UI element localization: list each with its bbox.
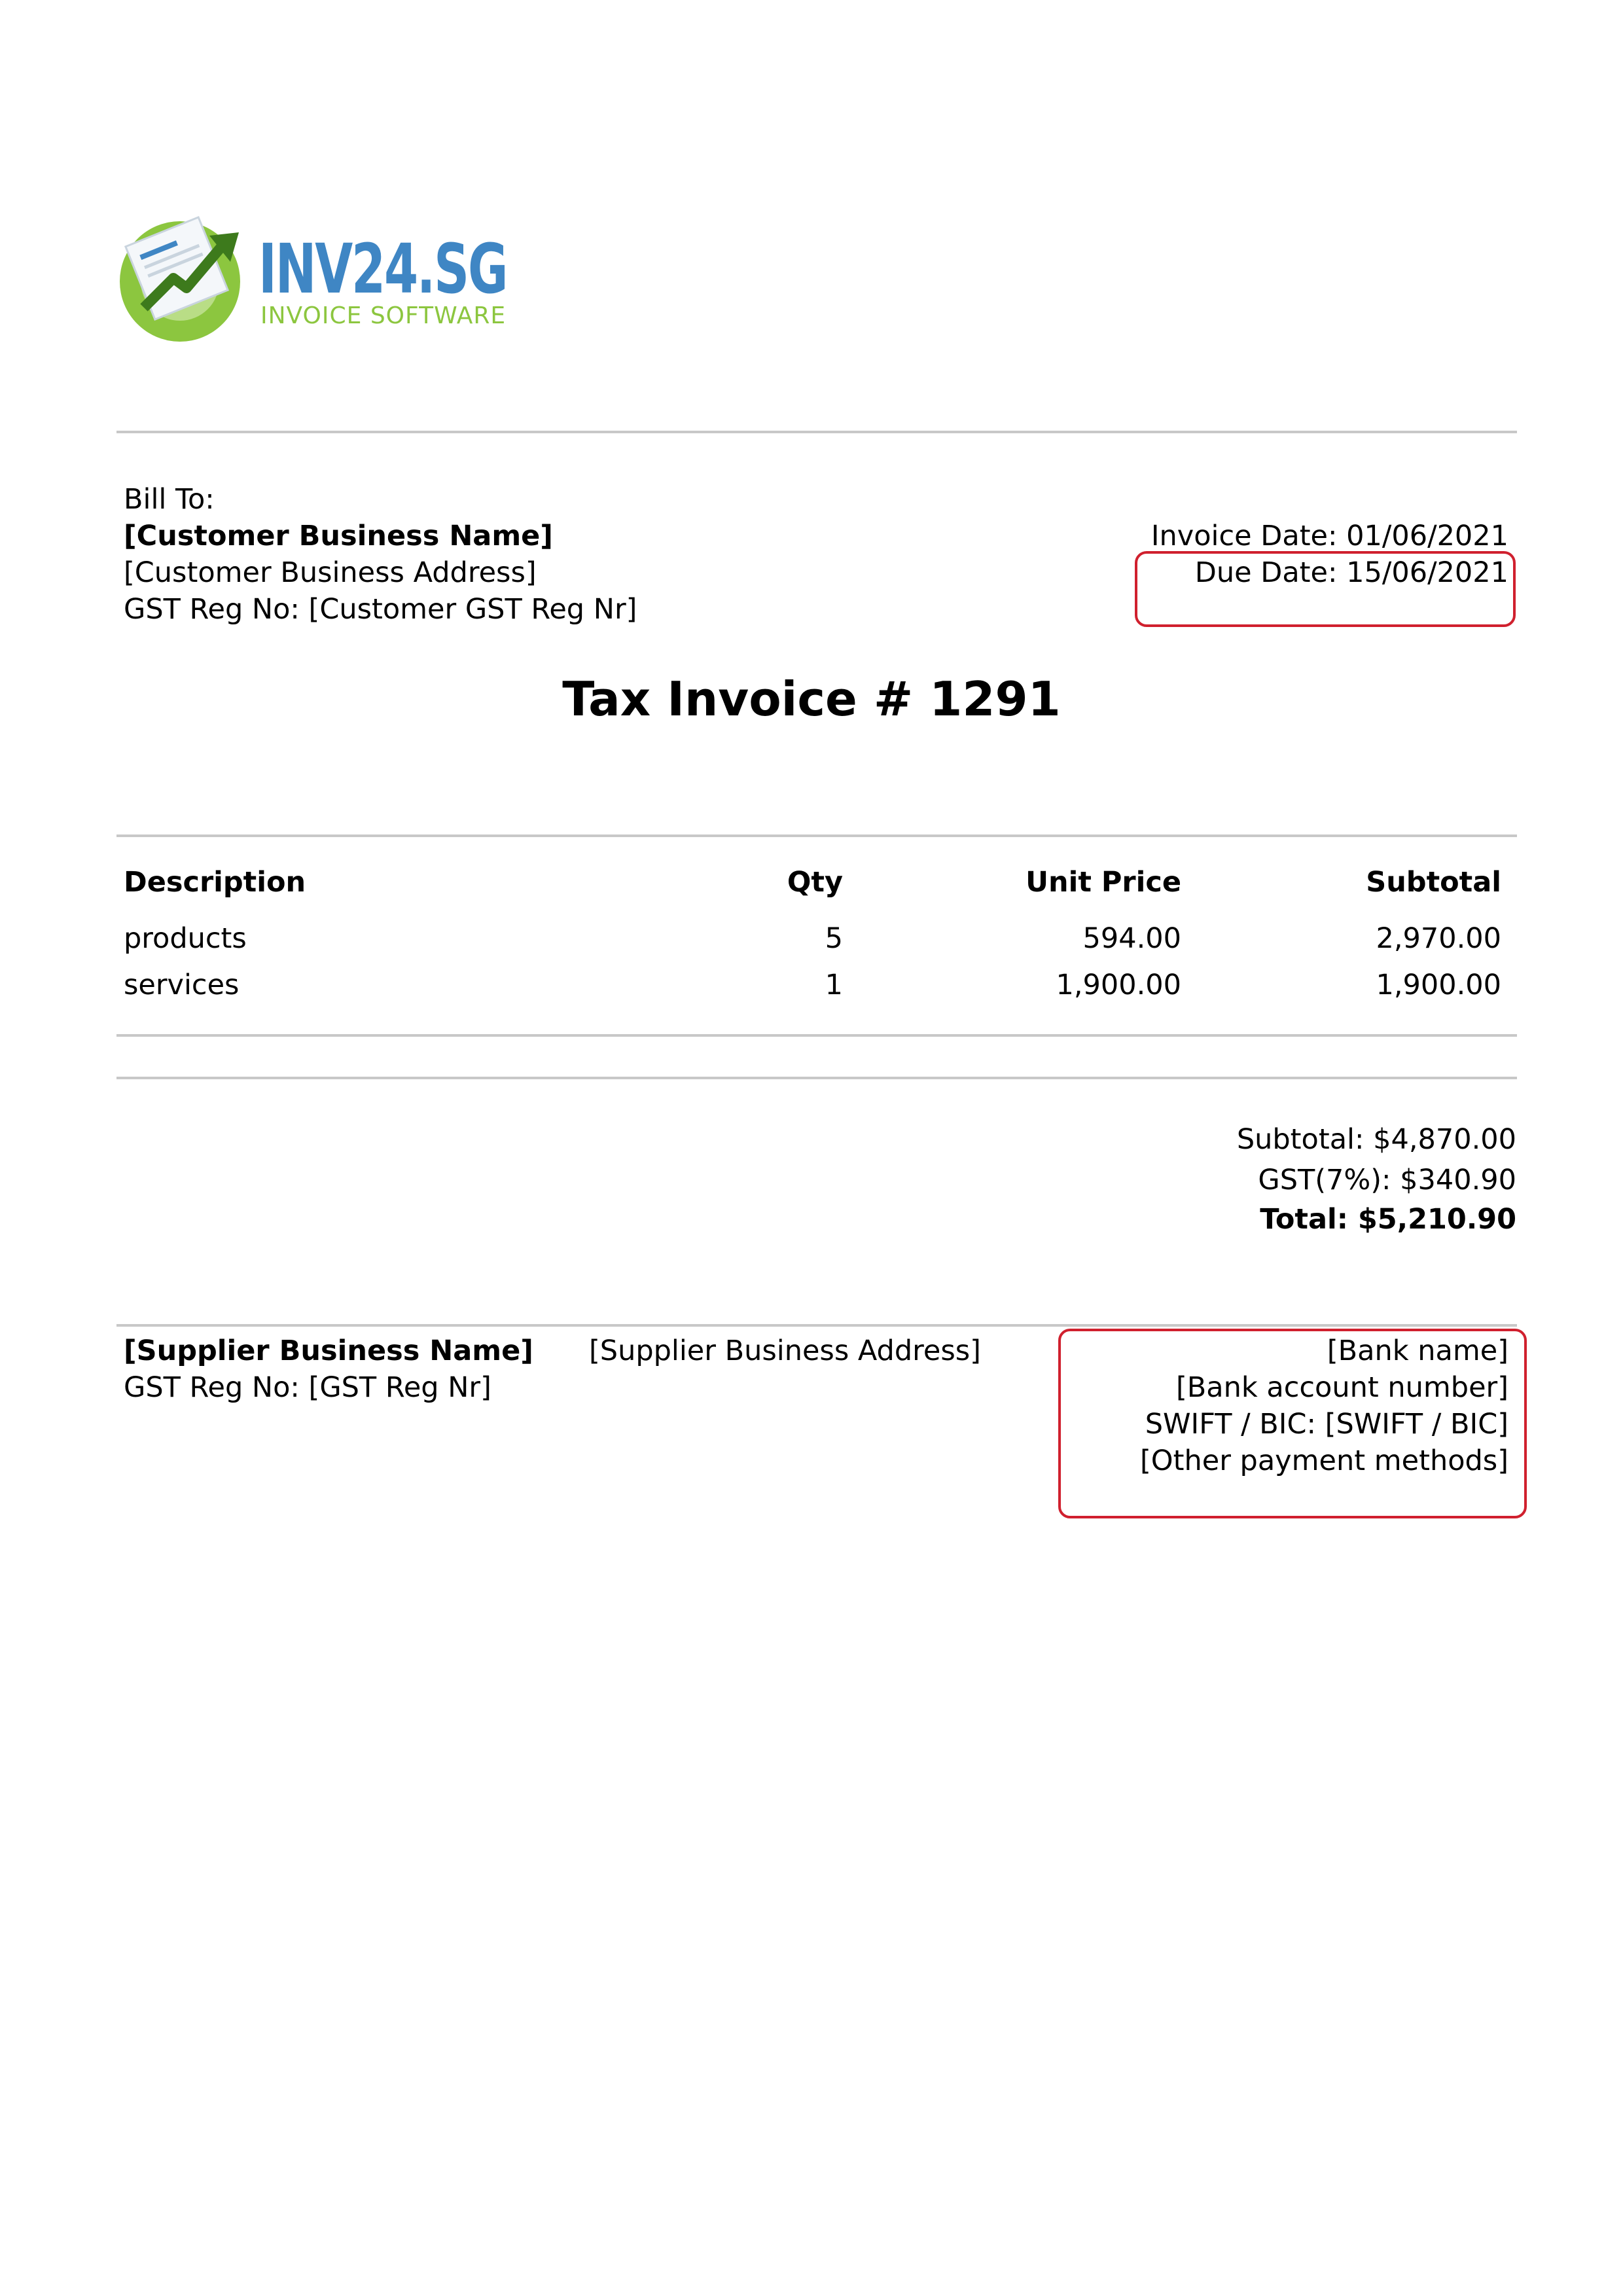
table-top-divider	[116, 834, 1517, 837]
col-header-subtotal: Subtotal	[1366, 866, 1501, 899]
due-date-highlight	[1135, 551, 1516, 627]
col-header-description: Description	[124, 866, 306, 899]
col-header-unit-price: Unit Price	[1026, 866, 1181, 899]
customer-name: [Customer Business Name]	[124, 520, 553, 552]
payment-details-highlight	[1058, 1329, 1527, 1518]
due-date: Due Date: 15/06/2021	[1194, 556, 1508, 589]
row-1-description: products	[124, 922, 247, 955]
supplier-gst: GST Reg No: [GST Reg Nr]	[124, 1371, 491, 1404]
totals-total: Total: $5,210.90	[1260, 1203, 1516, 1236]
company-logo	[118, 209, 524, 347]
swift-bic: SWIFT / BIC: [SWIFT / BIC]	[1145, 1408, 1508, 1441]
invoice-date: Invoice Date: 01/06/2021	[1150, 520, 1508, 552]
supplier-name: [Supplier Business Name]	[124, 1335, 533, 1367]
row-2-subtotal: 1,900.00	[1376, 969, 1501, 1001]
header-divider	[116, 431, 1517, 433]
supplier-address: [Supplier Business Address]	[589, 1335, 981, 1367]
bank-account-number: [Bank account number]	[1175, 1371, 1508, 1404]
totals-gst: GST(7%): $340.90	[1258, 1164, 1516, 1196]
row-2-qty: 1	[825, 969, 843, 1001]
bill-to-label: Bill To:	[124, 483, 215, 516]
row-2-unit-price: 1,900.00	[1056, 969, 1181, 1001]
totals-divider	[116, 1077, 1517, 1079]
bank-name: [Bank name]	[1327, 1335, 1508, 1367]
logo-tagline: INVOICE SOFTWARE	[260, 302, 507, 329]
row-1-qty: 5	[825, 922, 843, 955]
table-bottom-divider	[116, 1034, 1517, 1037]
row-1-subtotal: 2,970.00	[1376, 922, 1501, 955]
invoice-title: Tax Invoice # 1291	[562, 672, 1061, 726]
logo-wordmark: INV24.SG	[259, 229, 507, 309]
customer-address: [Customer Business Address]	[124, 556, 537, 589]
logo-emblem-icon	[118, 209, 249, 347]
customer-gst: GST Reg No: [Customer GST Reg Nr]	[124, 593, 637, 626]
row-1-unit-price: 594.00	[1082, 922, 1181, 955]
row-2-description: services	[124, 969, 240, 1001]
col-header-qty: Qty	[787, 866, 843, 899]
footer-divider	[116, 1324, 1517, 1327]
totals-subtotal: Subtotal: $4,870.00	[1236, 1123, 1516, 1156]
other-payment-methods: [Other payment methods]	[1140, 1444, 1508, 1477]
